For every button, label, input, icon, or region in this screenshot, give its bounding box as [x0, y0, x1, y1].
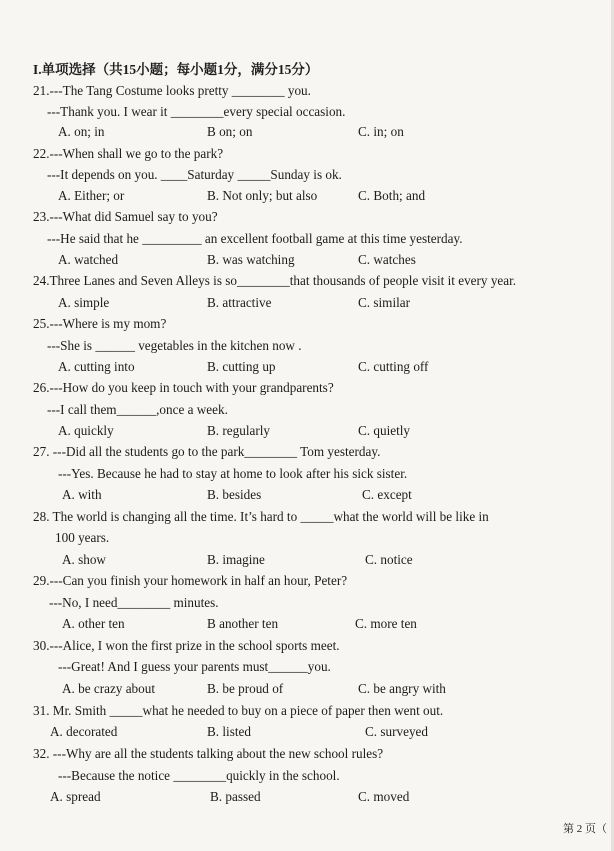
question-21-option-b: B on; on [207, 124, 253, 139]
question-29-option-a: A. other ten [62, 616, 125, 631]
section-title: I.单项选择（共15小题；每小题1分，满分15分） [33, 62, 319, 77]
question-28-option-a: A. show [62, 552, 106, 567]
question-25-option-c: C. cutting off [358, 359, 429, 374]
question-22-option-b: B. Not only; but also [207, 188, 318, 203]
question-23-option-c: C. watches [358, 252, 416, 267]
question-29-line-2: ---No, I need________ minutes. [49, 595, 219, 610]
question-28-line-1: 28. The world is changing all the time. It’s hard to _____what the world will be like in [33, 509, 489, 524]
question-32-line-1: 32. ---Why are all the students talking about the new school rules? [33, 746, 384, 761]
question-25-line-1: 25.---Where is my mom? [33, 316, 167, 331]
question-29-option-b: B another ten [207, 616, 279, 631]
question-31-line-1: 31. Mr. Smith _____what he needed to buy on a piece of paper then went out. [33, 703, 444, 718]
question-22-option-c: C. Both; and [358, 188, 426, 203]
question-21-option-c: C. in; on [358, 124, 404, 139]
question-30-option-c: C. be angry with [358, 681, 446, 696]
question-28-option-c: C. notice [365, 552, 413, 567]
question-26-line-1: 26.---How do you keep in touch with your grandparents? [33, 380, 334, 395]
question-27-line-2: ---Yes. Because he had to stay at home to look after his sick sister. [58, 466, 408, 481]
question-23-line-2: ---He said that he _________ an excellent football game at this time yesterday. [47, 231, 463, 246]
question-21-line-1: 21.---The Tang Costume looks pretty ________ you. [33, 83, 311, 98]
question-22-option-a: A. Either; or [58, 188, 125, 203]
question-24-line-1: 24.Three Lanes and Seven Alleys is so________that thousands of people visit it every year. [33, 273, 517, 288]
question-29-line-1: 29.---Can you finish your homework in half an hour, Peter? [33, 573, 348, 588]
question-26-option-b: B. regularly [207, 423, 270, 438]
question-27-option-c: C. except [362, 487, 412, 502]
question-22-line-1: 22.---When shall we go to the park? [33, 146, 224, 161]
question-26-line-2: ---I call them______,once a week. [47, 402, 228, 417]
question-26-option-c: C. quietly [358, 423, 411, 438]
question-24-option-b: B. attractive [207, 295, 272, 310]
question-23-line-1: 23.---What did Samuel say to you? [33, 209, 218, 224]
question-27-option-a: A. with [62, 487, 102, 502]
question-25-line-2: ---She is ______ vegetables in the kitchen now . [47, 338, 302, 353]
question-25-option-b: B. cutting up [207, 359, 276, 374]
question-21-option-a: A. on; in [58, 124, 105, 139]
question-30-line-1: 30.---Alice, I won the first prize in the school sports meet. [33, 638, 340, 653]
question-23-option-b: B. was watching [207, 252, 295, 267]
question-24-option-c: C. similar [358, 295, 411, 310]
question-30-line-2: ---Great! And I guess your parents must______you. [58, 659, 331, 674]
question-31-option-c: C. surveyed [365, 724, 428, 739]
question-31-option-b: B. listed [207, 724, 251, 739]
question-22-line-2: ---It depends on you. ____Saturday _____Sunday is ok. [47, 167, 342, 182]
question-23-option-a: A. watched [58, 252, 119, 267]
question-30-option-a: A. be crazy about [62, 681, 156, 696]
question-29-option-c: C. more ten [355, 616, 417, 631]
question-25-option-a: A. cutting into [58, 359, 135, 374]
question-27-line-1: 27. ---Did all the students go to the park________ Tom yesterday. [33, 444, 381, 459]
question-24-option-a: A. simple [58, 295, 110, 310]
question-32-option-a: A. spread [50, 789, 101, 804]
page-number-footer: 第 2 页（ [563, 823, 607, 835]
question-32-option-b: B. passed [210, 789, 261, 804]
question-32-line-2: ---Because the notice ________quickly in the school. [58, 768, 340, 783]
question-21-line-2: ---Thank you. I wear it ________every special occasion. [47, 104, 346, 119]
question-28-line-2: 100 years. [55, 530, 110, 545]
question-32-option-c: C. moved [358, 789, 410, 804]
question-27-option-b: B. besides [207, 487, 262, 502]
question-31-option-a: A. decorated [50, 724, 118, 739]
question-30-option-b: B. be proud of [207, 681, 284, 696]
question-26-option-a: A. quickly [58, 423, 114, 438]
question-28-option-b: B. imagine [207, 552, 265, 567]
